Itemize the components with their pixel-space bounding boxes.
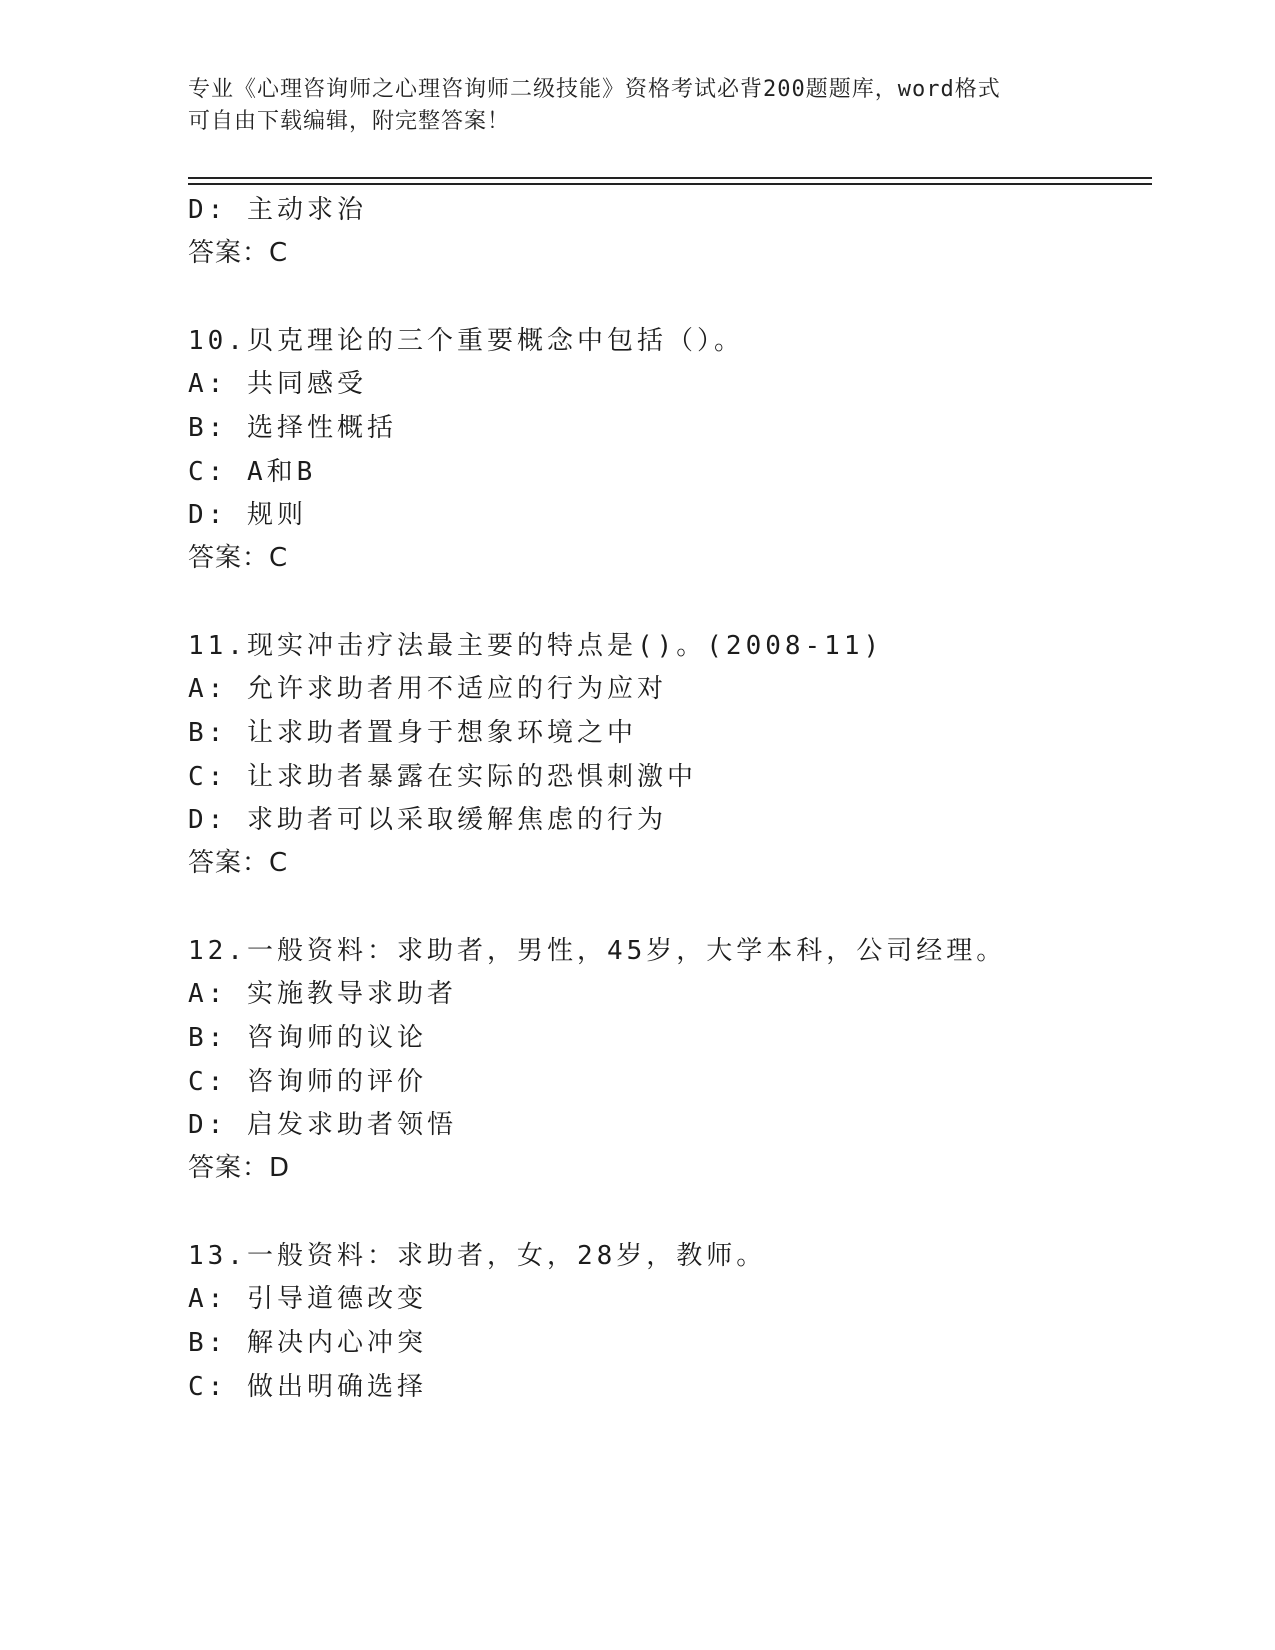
question-12-answer: 答案：D	[188, 1153, 291, 1183]
question-12-option-a: A: 实施教导求助者	[188, 979, 457, 1009]
header-line-1: 专业《心理咨询师之心理咨询师二级技能》资格考试必背200题题库，word格式	[188, 77, 1001, 102]
question-11-option-c: C: 让求助者暴露在实际的恐惧刺激中	[188, 762, 697, 792]
question-12-stem: 12.一般资料：求助者，男性，45岁，大学本科，公司经理。	[188, 936, 1007, 966]
header-line-2: 可自由下载编辑，附完整答案！	[188, 109, 511, 134]
header-divider-top	[188, 177, 1152, 179]
question-11-option-d: D: 求助者可以采取缓解焦虑的行为	[188, 805, 667, 835]
question-10-option-b: B: 选择性概括	[188, 413, 397, 443]
question-10-answer: 答案：C	[188, 543, 289, 573]
question-12-option-b: B: 咨询师的议论	[188, 1023, 427, 1053]
header-divider-bottom	[188, 183, 1152, 185]
question-10-option-c: C: A和B	[188, 457, 317, 487]
document-header	[188, 74, 1088, 138]
question-13-option-b: B: 解决内心冲突	[188, 1328, 427, 1358]
question-11-answer: 答案：C	[188, 848, 289, 878]
question-11-option-b: B: 让求助者置身于想象环境之中	[188, 718, 637, 748]
question-10-option-d: D: 规则	[188, 500, 307, 530]
question-11-stem: 11.现实冲击疗法最主要的特点是()。(2008-11)	[188, 631, 884, 661]
question-11-option-a: A: 允许求助者用不适应的行为应对	[188, 674, 667, 704]
question-12-option-c: C: 咨询师的评价	[188, 1067, 427, 1097]
question-13-option-c: C: 做出明确选择	[188, 1372, 427, 1402]
question-13-option-a: A: 引导道德改变	[188, 1284, 427, 1314]
question-10-stem: 10.贝克理论的三个重要概念中包括（）。	[188, 326, 744, 356]
prev-option-d: D: 主动求治	[188, 195, 367, 225]
question-12-option-d: D: 启发求助者领悟	[188, 1110, 457, 1140]
prev-answer: 答案：C	[188, 238, 289, 268]
question-13-stem: 13.一般资料：求助者，女，28岁，教师。	[188, 1241, 767, 1271]
question-10-option-a: A: 共同感受	[188, 369, 367, 399]
